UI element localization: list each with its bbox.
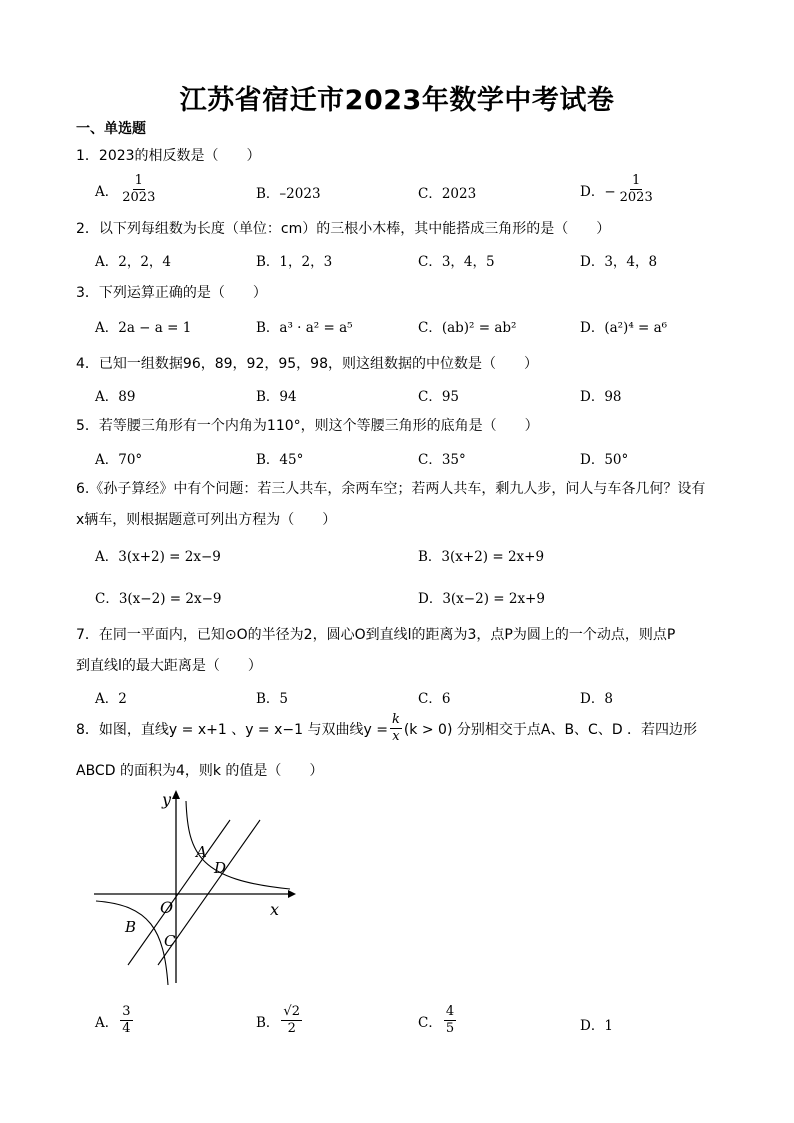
denominator: 2023 <box>619 190 653 205</box>
q6-option-a[interactable]: A．3(x+2) = 2x−9 <box>95 549 221 565</box>
x-axis-arrow <box>288 890 296 898</box>
option-label: A． <box>95 1014 119 1031</box>
denominator: 5 <box>445 1021 455 1036</box>
numerator: √2 <box>283 1004 300 1019</box>
q2-option-d[interactable]: D．3，4，8 <box>580 254 658 270</box>
origin-label: O <box>160 898 174 917</box>
q8-option-a[interactable] <box>95 1004 135 1037</box>
question-4-stem: 4．已知一组数据96，89，92，95，98，则这组数据的中位数是（ ） <box>76 356 538 372</box>
axis-label-x: x <box>270 900 280 919</box>
hyperbola-figure <box>90 785 300 990</box>
denominator: 4 <box>122 1021 131 1036</box>
fraction <box>281 1004 302 1037</box>
question-2-stem: 2．以下列每组数为长度（单位：cm）的三根小木棒，其中能搭成三角形的是（ ） <box>76 221 611 237</box>
q8-option-d[interactable]: D．1 <box>580 1018 613 1034</box>
q3-option-a[interactable]: A．2a − a = 1 <box>95 320 192 336</box>
denominator: x <box>392 729 400 744</box>
q5-option-d[interactable]: D．50° <box>580 452 629 468</box>
denominator: 2 <box>287 1021 296 1036</box>
numerator: 4 <box>445 1004 455 1019</box>
q1-option-b[interactable]: B．–2023 <box>256 186 321 202</box>
question-8-stem-line2: ABCD 的面积为4，则k 的值是（ ） <box>76 763 324 779</box>
q4-option-d[interactable]: D．98 <box>580 389 622 405</box>
q1-option-a[interactable] <box>95 173 159 206</box>
q8-stem-pre: 8．如图，直线y = x+1 、y = x−1 与双曲线y = <box>76 721 388 738</box>
q2-option-b[interactable]: B．1，2，3 <box>256 254 333 270</box>
fraction <box>618 173 655 206</box>
q7-option-a[interactable]: A．2 <box>95 691 127 707</box>
denominator: 2023 <box>122 190 156 205</box>
line-y-eq-x-plus-1 <box>128 820 230 965</box>
q7-option-b[interactable]: B．5 <box>256 691 289 707</box>
axis-label-y: y <box>162 790 172 809</box>
q3-option-c[interactable]: C．(ab)² = ab² <box>418 320 517 336</box>
point-label-d: D <box>214 859 227 877</box>
hyperbola-branch-2 <box>96 901 168 985</box>
q3-option-d[interactable]: D．(a²)⁴ = a⁶ <box>580 320 668 336</box>
q8-option-c[interactable] <box>418 1004 458 1037</box>
q2-option-a[interactable]: A．2，2，4 <box>95 254 172 270</box>
q4-option-b[interactable]: B．94 <box>256 389 297 405</box>
option-label: C． <box>418 1014 442 1031</box>
question-8-stem-line1 <box>76 712 697 745</box>
option-label: A． <box>95 183 119 200</box>
numerator: 1 <box>632 173 641 188</box>
y-axis-arrow <box>172 790 180 799</box>
question-7-stem-line2: 到直线l的最大距离是（ ） <box>76 658 262 674</box>
option-label: B． <box>256 1014 280 1031</box>
q5-option-a[interactable]: A．70° <box>95 452 143 468</box>
question-6-stem-line2: x辆车，则根据题意可列出方程为（ ） <box>76 512 337 528</box>
q6-option-d[interactable]: D．3(x−2) = 2x+9 <box>418 591 545 607</box>
point-label-a: A <box>196 843 207 861</box>
section-heading: 一、单选题 <box>76 121 146 137</box>
q3-option-b[interactable]: B．a³ · a² = a⁵ <box>256 320 353 336</box>
numerator: 3 <box>122 1004 131 1019</box>
q4-option-a[interactable]: A．89 <box>95 389 136 405</box>
q1-option-c[interactable]: C．2023 <box>418 186 477 202</box>
q8-option-b[interactable] <box>256 1004 304 1037</box>
fraction <box>120 173 157 206</box>
option-label: D．− <box>580 183 616 200</box>
point-label-b: B <box>125 918 137 936</box>
q2-option-c[interactable]: C．3，4，5 <box>418 254 495 270</box>
numerator: k <box>391 712 400 727</box>
question-3-stem: 3．下列运算正确的是（ ） <box>76 285 267 301</box>
numerator: 1 <box>134 173 143 188</box>
point-label-c: C <box>164 932 176 950</box>
fraction <box>444 1004 456 1037</box>
fraction <box>120 1004 132 1037</box>
q7-option-c[interactable]: C．6 <box>418 691 451 707</box>
q5-option-c[interactable]: C．35° <box>418 452 466 468</box>
q6-option-b[interactable]: B．3(x+2) = 2x+9 <box>418 549 545 565</box>
question-5-stem: 5．若等腰三角形有一个内角为110°，则这个等腰三角形的底角是（ ） <box>76 418 539 434</box>
q5-option-b[interactable]: B．45° <box>256 452 304 468</box>
q4-option-c[interactable]: C．95 <box>418 389 460 405</box>
question-7-stem-line1: 7．在同一平面内，已知⊙O的半径为2，圆心O到直线l的距离为3，点P为圆上的一个动点，则点P <box>76 627 676 643</box>
fraction <box>390 712 402 745</box>
question-6-stem-line1: 6.《孙子算经》中有个问题：若三人共车，余两车空；若两人共车，剩九人步，问人与车各几何？设有 <box>76 481 706 497</box>
q7-option-d[interactable]: D．8 <box>580 691 613 707</box>
page-title: 江苏省宿迁市2023年数学中考试卷 <box>179 85 615 116</box>
question-1-stem: 1．2023的相反数是（ ） <box>76 148 261 164</box>
q8-stem-post: (k > 0) 分别相交于点A、B、C、D ．若四边形 <box>403 721 698 738</box>
q1-option-d[interactable] <box>580 173 657 206</box>
q6-option-c[interactable]: C．3(x−2) = 2x−9 <box>95 591 222 607</box>
